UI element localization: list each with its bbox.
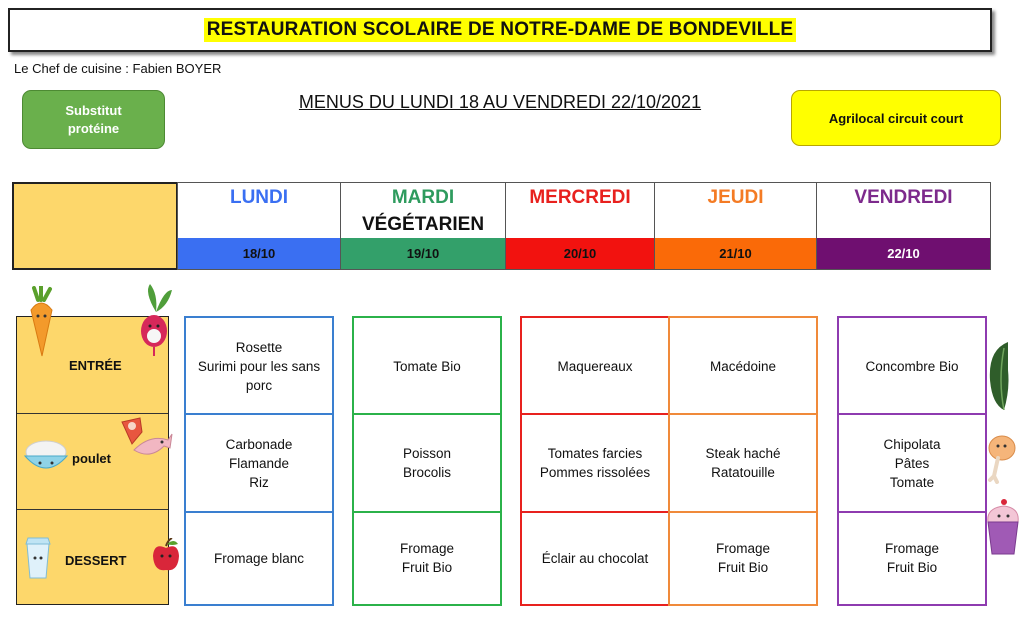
legend-agrilocal: Agrilocal circuit court (791, 90, 1001, 146)
menu-line: Poisson (402, 446, 452, 461)
menu-line: Pommes rissolées (539, 465, 651, 480)
day-header-vendredi (816, 182, 991, 270)
page-title: RESTAURATION SCOLAIRE DE NOTRE-DAME DE BONDEVILLE (204, 18, 797, 42)
day-date: 20/10 (506, 238, 654, 269)
menu-plat (522, 413, 668, 513)
menu-entree (354, 318, 500, 414)
menu-card-vendredi (837, 316, 987, 606)
menu-plat (354, 413, 500, 513)
chef-credit: Le Chef de cuisine : Fabien BOYER (14, 61, 222, 76)
menu-entree (670, 318, 816, 414)
menus-week-title: MENUS DU LUNDI 18 AU VENDREDI 22/10/2021 (298, 92, 702, 112)
day-date: 19/10 (341, 238, 505, 269)
day-name: VENDREDI (854, 187, 953, 208)
menu-card-lundi (184, 316, 334, 606)
day-name: LUNDI (229, 187, 289, 208)
title-banner (8, 8, 992, 52)
menu-line: Fromage blanc (213, 550, 305, 566)
rice-bowl-icon (22, 438, 70, 474)
menu-dessert (522, 510, 668, 606)
menu-entree (839, 318, 985, 414)
menu-line: Flamande (228, 455, 290, 471)
menu-dessert (839, 510, 985, 606)
day-date: 18/10 (178, 238, 340, 269)
menu-line: Ratatouille (711, 465, 775, 480)
day-header-mardi (340, 182, 506, 270)
menu-line: Carbonade (225, 436, 293, 452)
menu-line: Fruit Bio (401, 560, 453, 575)
day-subtitle-vegetarien: VÉGÉTARIEN (361, 214, 485, 235)
apple-icon (150, 538, 182, 574)
menu-card-mardi (352, 316, 502, 606)
day-header-mercredi (505, 182, 655, 270)
category-label: poulet (72, 451, 111, 466)
day-name: JEUDI (707, 187, 764, 208)
menu-line: Éclair au chocolat (541, 550, 649, 566)
meat-fish-icon (118, 416, 174, 468)
legend-substitut-line2: protéine (67, 120, 120, 136)
menu-line: Steak haché (705, 446, 781, 461)
menu-line: Fruit Bio (886, 560, 938, 575)
menu-dessert (186, 510, 332, 606)
menu-line: Rosette (235, 339, 283, 355)
menu-line: Fruit Bio (717, 560, 769, 575)
category-label: ENTRÉE (69, 358, 122, 373)
menu-line: Macédoine (709, 358, 777, 374)
menu-line: Fromage (884, 541, 940, 556)
menu-dessert (670, 510, 816, 606)
menu-dessert (354, 510, 500, 606)
menu-line: Concombre Bio (865, 358, 959, 374)
day-name: MARDI (391, 187, 455, 208)
menu-entree (186, 318, 332, 414)
category-label: DESSERT (65, 553, 127, 568)
legend-substitut-line1: Substitut (65, 102, 122, 118)
menu-card-jeudi (668, 316, 818, 606)
day-header-lundi (177, 182, 341, 270)
menu-line: Fromage (399, 541, 455, 556)
menu-line: Pâtes (894, 455, 930, 471)
day-date: 22/10 (817, 238, 990, 269)
day-header-jeudi (654, 182, 817, 270)
radish-icon (136, 284, 176, 358)
chicken-leg-icon (986, 432, 1016, 484)
yogurt-icon (22, 534, 54, 580)
menu-card-mercredi (520, 316, 670, 606)
menu-line: Surimi pour les sans (197, 358, 321, 374)
menu-line: Maquereaux (557, 358, 633, 374)
menu-line: Fromage (715, 541, 771, 556)
day-name: MERCREDI (529, 187, 631, 208)
menu-line: Brocolis (402, 465, 451, 480)
menu-line: Riz (249, 474, 269, 490)
menu-plat (670, 413, 816, 513)
menu-plat (839, 413, 985, 513)
menu-line: Tomate Bio (393, 358, 461, 374)
carrot-icon (24, 286, 58, 360)
menu-plat (186, 413, 332, 513)
menu-line: Tomate (889, 474, 935, 490)
day-date: 21/10 (655, 238, 816, 269)
menu-line: porc (245, 377, 273, 393)
menu-entree (522, 318, 668, 414)
header-corner-cell (12, 182, 178, 270)
cupcake-icon (984, 498, 1022, 558)
legend-substitut-proteine (22, 90, 165, 149)
menu-line: Chipolata (883, 436, 941, 452)
leaf-vegetable-icon (986, 340, 1012, 410)
menu-line: Tomates farcies (547, 446, 643, 461)
